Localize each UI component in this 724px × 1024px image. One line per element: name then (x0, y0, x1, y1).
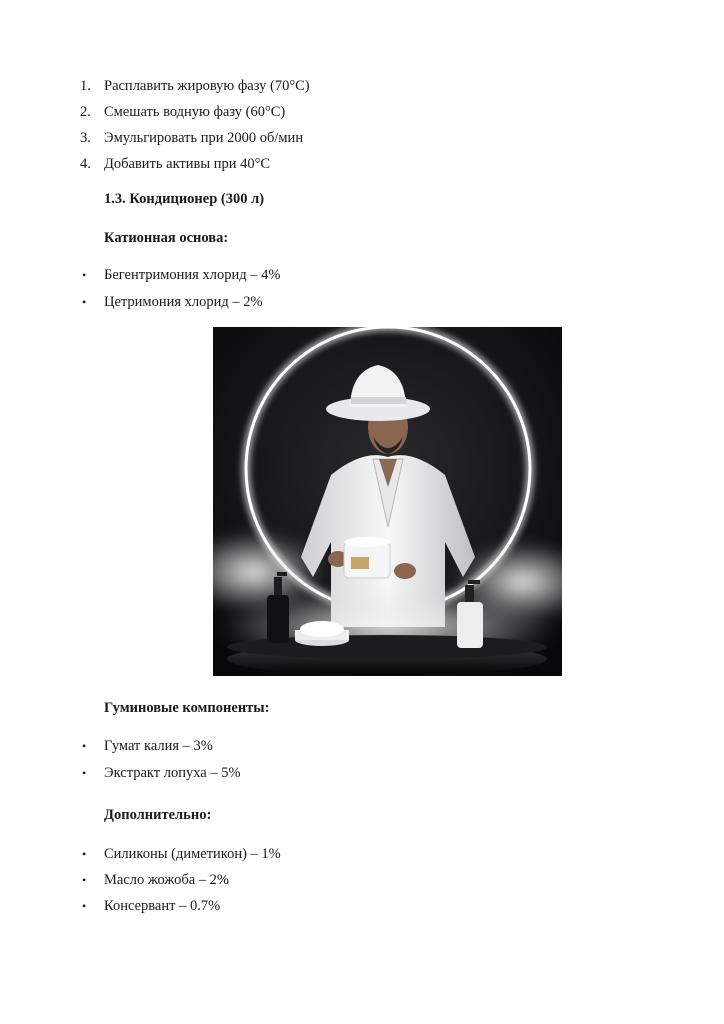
list-item-text: Экстракт лопуха – 5% (104, 765, 241, 781)
group-title: Дополнительно: (104, 807, 212, 823)
bullet-icon: • (82, 766, 87, 780)
group-title: Гуминовые компоненты: (104, 700, 270, 716)
list-item-text: Консервант – 0.7% (104, 898, 221, 914)
step-text: Эмульгировать при 2000 об/мин (104, 130, 304, 146)
product-photo (213, 327, 562, 676)
step-number: 1. (80, 78, 91, 94)
list-item-text: Бегентримония хлорид – 4% (104, 267, 281, 283)
bullet-icon: • (82, 873, 87, 887)
step-number: 3. (80, 130, 91, 146)
bullet-icon: • (82, 899, 87, 913)
bullet-icon: • (82, 847, 87, 861)
section-heading: 1.3. Кондиционер (300 л) (104, 191, 265, 207)
bullet-icon: • (82, 295, 87, 309)
step-text: Добавить активы при 40°C (104, 156, 271, 172)
step-text: Расплавить жировую фазу (70°C) (104, 78, 310, 94)
step-number: 4. (80, 156, 91, 172)
list-item-text: Масло жожоба – 2% (104, 872, 229, 888)
step-number: 2. (80, 104, 91, 120)
bullet-icon: • (82, 739, 87, 753)
group-title: Катионная основа: (104, 230, 229, 246)
product-photo-illustration (213, 327, 562, 676)
step-text: Смешать водную фазу (60°C) (104, 104, 286, 120)
bullet-icon: • (82, 268, 87, 282)
list-item-text: Силиконы (диметикон) – 1% (104, 846, 281, 862)
list-item-text: Цетримония хлорид – 2% (104, 294, 263, 310)
list-item-text: Гумат калия – 3% (104, 738, 213, 754)
